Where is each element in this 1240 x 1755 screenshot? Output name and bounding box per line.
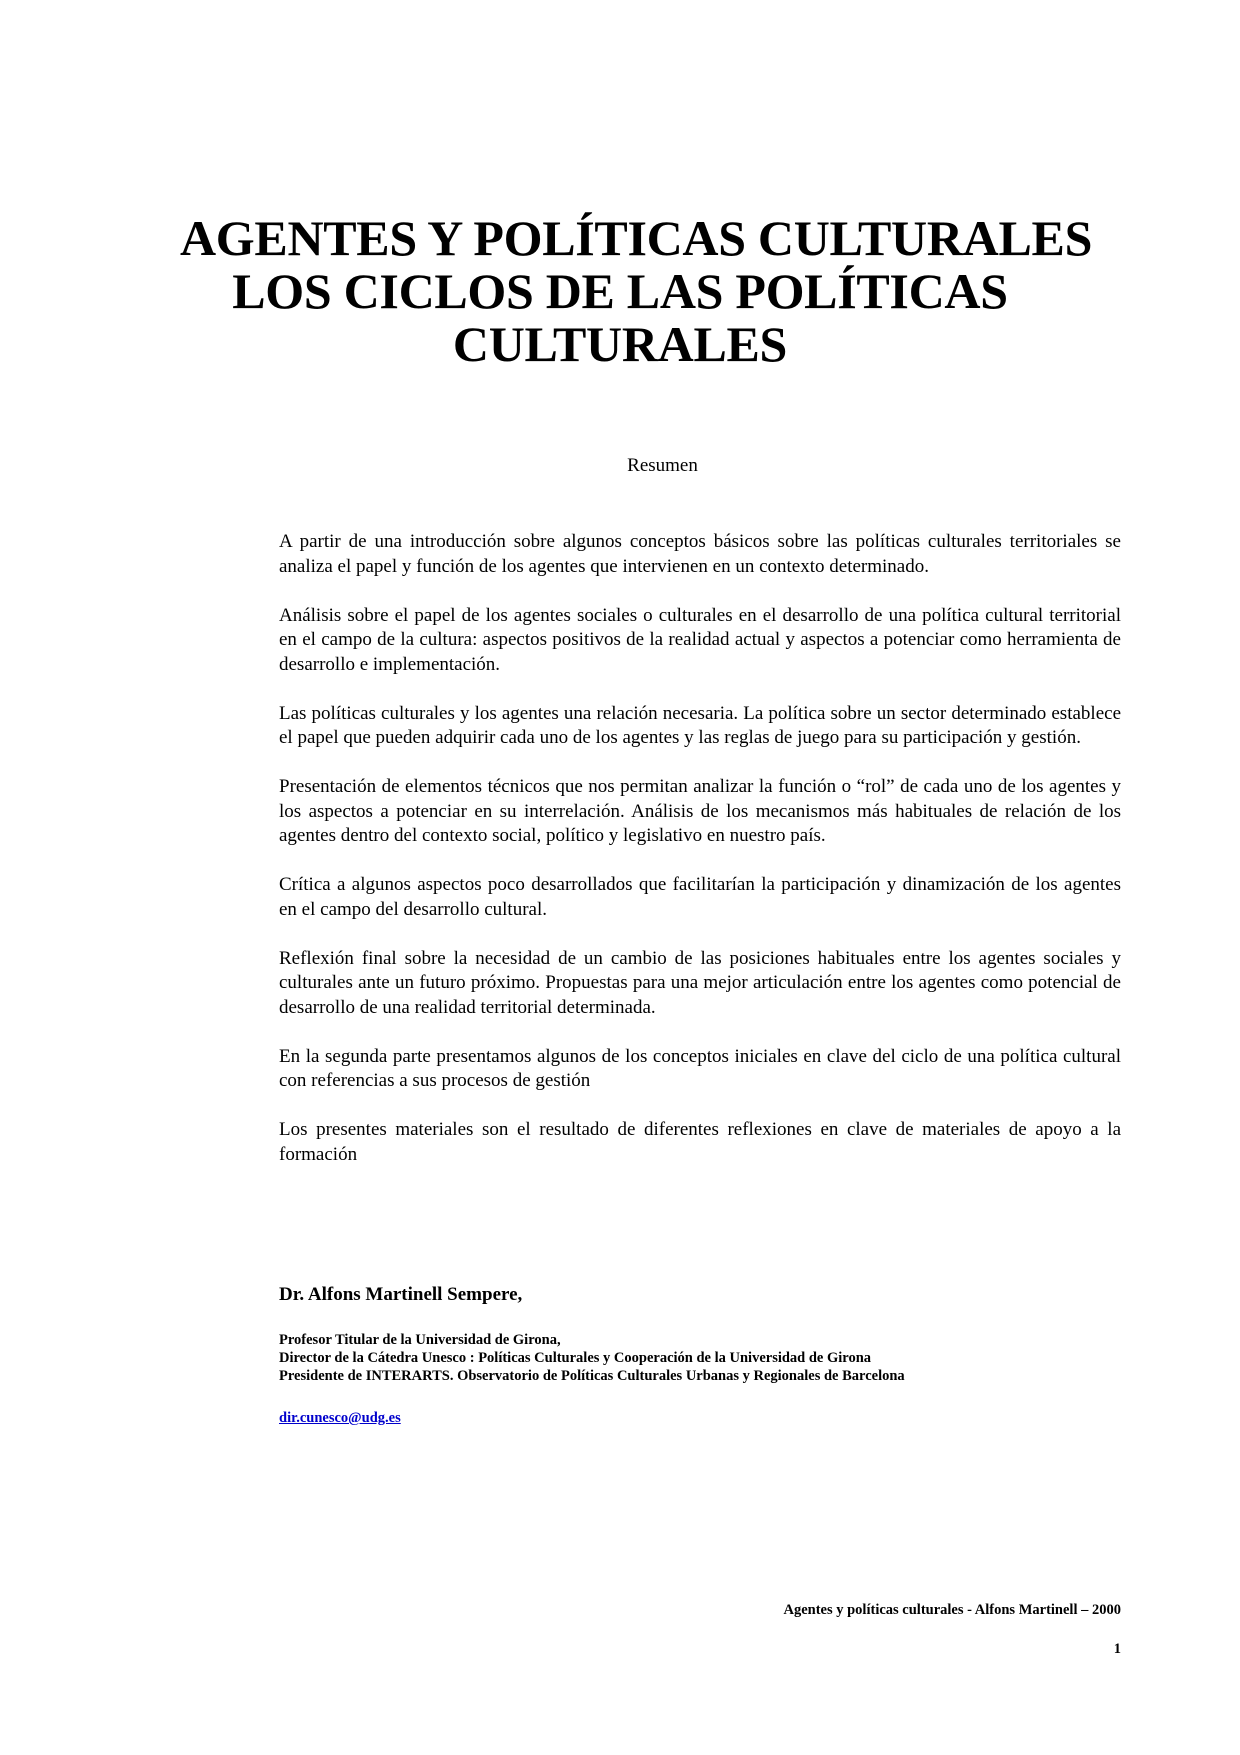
paragraph: Presentación de elementos técnicos que nos permitan analizar la función o “rol” de cada uno de los agentes y los aspectos a potenciar en su interrelación. Análisis de los mecanismos más habituales de relación de los agentes dentro del contexto social, político y legislativo en nuestro país.	[279, 776, 1121, 846]
affiliation-line: Presidente de INTERARTS. Observatorio de Políticas Culturales Urbanas y Regionales de Barcelona	[279, 1368, 905, 1384]
affiliation-line: Director de la Cátedra Unesco : Políticas Culturales y Cooperación de la Universidad de Girona	[279, 1350, 872, 1366]
title-line: CULTURALES	[452, 316, 788, 372]
author-name: Dr. Alfons Martinell Sempere,	[279, 1284, 523, 1305]
abstract-heading: Resumen	[627, 455, 698, 476]
running-footer: Agentes y políticas culturales - Alfons Martinell – 2000	[783, 1602, 1121, 1618]
abstract-body	[279, 530, 1121, 1192]
paragraph: Reflexión final sobre la necesidad de un cambio de las posiciones habituales entre los agentes sociales y culturales ante un futuro próximo. Propuestas para una mejor articulación entre los agentes como potencial de desarrollo de una realidad territorial determinada.	[279, 947, 1121, 1018]
page-number: 1	[1113, 1641, 1121, 1657]
affiliation-line: Profesor Titular de la Universidad de Girona,	[279, 1332, 561, 1348]
paragraph: Las políticas culturales y los agentes una relación necesaria. La política sobre un sector determinado establece el papel que pueden adquirir cada uno de los agentes y las reglas de juego para su participación y gestión.	[279, 702, 1121, 748]
title-line: AGENTES Y POLÍTICAS CULTURALES	[180, 210, 1093, 266]
paragraph: Análisis sobre el papel de los agentes sociales o culturales en el desarrollo de una política cultural territorial en el campo de la cultura: aspectos positivos de la realidad actual y aspectos a potenciar como herramienta de desarrollo e implementación.	[279, 604, 1121, 675]
paragraph: Crítica a algunos aspectos poco desarrollados que facilitarían la participación y dinamización de los agentes en el campo del desarrollo cultural.	[279, 874, 1121, 920]
author-email-link[interactable]: dir.cunesco@udg.es	[279, 1410, 401, 1426]
document-title	[180, 210, 1093, 372]
author-affiliations	[279, 1331, 905, 1385]
paragraph: En la segunda parte presentamos algunos de los conceptos iniciales en clave del ciclo de una política cultural con referencias a sus procesos de gestión	[279, 1045, 1121, 1091]
paragraph: Los presentes materiales son el resultado de diferentes reflexiones en clave de materiales de apoyo a la formación	[279, 1119, 1121, 1165]
title-line: LOS CICLOS DE LAS POLÍTICAS	[232, 263, 1008, 319]
paragraph: A partir de una introducción sobre algunos conceptos básicos sobre las políticas culturales territoriales se analiza el papel y función de los agentes que intervienen en un contexto determinado.	[279, 531, 1121, 577]
